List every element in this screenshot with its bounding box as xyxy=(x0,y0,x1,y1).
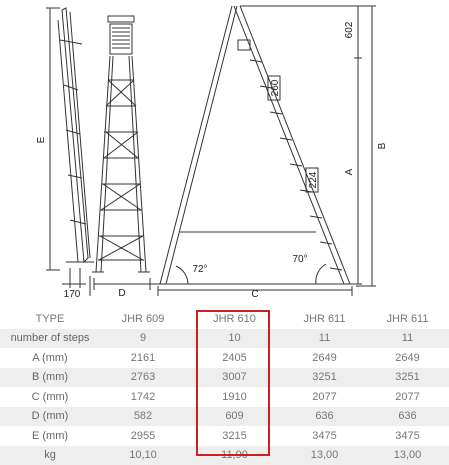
column-header: JHR 611 xyxy=(283,309,366,329)
table-cell: 609 xyxy=(186,407,283,427)
table-cell: 10,10 xyxy=(100,446,186,465)
table-header-row xyxy=(0,309,449,329)
table-cell: 13,00 xyxy=(366,446,449,465)
label-angle-left: 72° xyxy=(192,264,207,275)
label-a: A xyxy=(344,168,355,175)
table-cell: 2161 xyxy=(100,348,186,368)
row-label: A (mm) xyxy=(0,348,100,368)
row-label: B (mm) xyxy=(0,368,100,388)
table-cell: 3475 xyxy=(366,426,449,446)
table-row xyxy=(0,446,449,465)
front-view xyxy=(92,16,150,272)
table-cell: 2077 xyxy=(283,387,366,407)
label-224: 224 xyxy=(308,171,319,188)
table-cell: 9 xyxy=(100,329,186,349)
table-cell: 11 xyxy=(283,329,366,349)
table-row xyxy=(0,329,449,349)
label-b: B xyxy=(377,142,388,149)
row-label: E (mm) xyxy=(0,426,100,446)
spec-table xyxy=(0,309,449,465)
column-header: JHR 609 xyxy=(100,309,186,329)
table-cell: 636 xyxy=(283,407,366,427)
column-header: TYPE xyxy=(0,309,100,329)
table-cell: 2405 xyxy=(186,348,283,368)
table-cell: 3475 xyxy=(283,426,366,446)
table-cell: 636 xyxy=(366,407,449,427)
table-cell: 11,90 xyxy=(186,446,283,465)
table-row xyxy=(0,368,449,388)
table-cell: 11 xyxy=(366,329,449,349)
column-header: JHR 610 xyxy=(186,309,283,329)
table-cell: 1742 xyxy=(100,387,186,407)
column-header: JHR 611 xyxy=(366,309,449,329)
table-cell: 3251 xyxy=(366,368,449,388)
label-170: 170 xyxy=(64,289,81,298)
table-cell: 2955 xyxy=(100,426,186,446)
table-cell: 2649 xyxy=(366,348,449,368)
row-label: C (mm) xyxy=(0,387,100,407)
table-cell: 13,00 xyxy=(283,446,366,465)
table-row xyxy=(0,407,449,427)
dimension-e xyxy=(46,8,86,284)
table-cell: 10 xyxy=(186,329,283,349)
label-e: E xyxy=(36,136,47,143)
label-c: C xyxy=(251,289,258,298)
table-row xyxy=(0,387,449,407)
row-label: number of steps xyxy=(0,329,100,349)
table-cell: 3215 xyxy=(186,426,283,446)
dimension-a xyxy=(354,58,362,284)
a-frame-view xyxy=(150,6,356,284)
row-label: D (mm) xyxy=(0,407,100,427)
table-cell: 1910 xyxy=(186,387,283,407)
table-row xyxy=(0,348,449,368)
label-260: 260 xyxy=(270,79,281,96)
table-cell: 582 xyxy=(100,407,186,427)
row-label: kg xyxy=(0,446,100,465)
dimension-b xyxy=(240,6,376,286)
table-cell: 2077 xyxy=(366,387,449,407)
table-row xyxy=(0,426,449,446)
table-cell: 2763 xyxy=(100,368,186,388)
label-angle-right: 70° xyxy=(292,254,307,265)
side-view xyxy=(58,8,94,288)
table-cell: 2649 xyxy=(283,348,366,368)
label-d: D xyxy=(118,288,125,298)
table-cell: 3251 xyxy=(283,368,366,388)
table-cell: 3007 xyxy=(186,368,283,388)
label-602: 602 xyxy=(344,21,355,38)
